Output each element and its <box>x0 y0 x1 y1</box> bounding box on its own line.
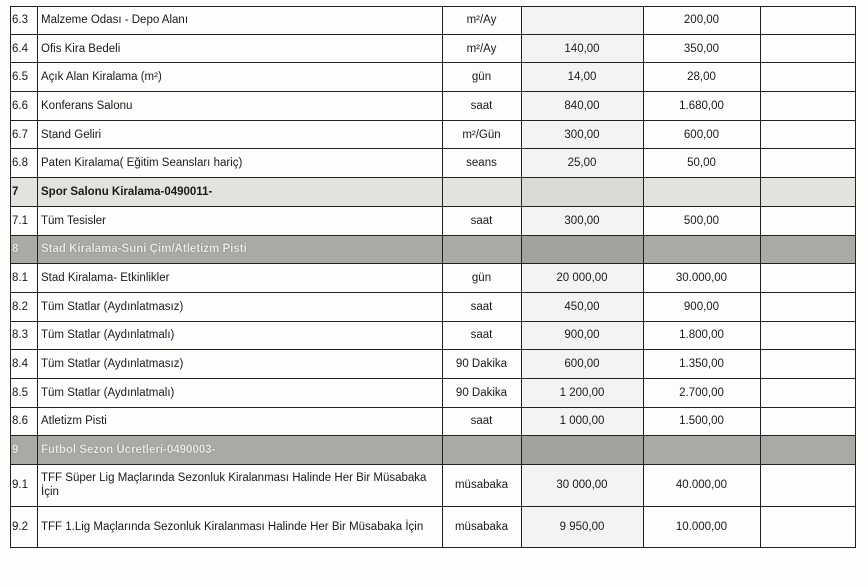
row-extra <box>760 465 855 506</box>
row-price-proposed: 900,00 <box>683 300 720 313</box>
row-unit: müsabaka <box>454 520 509 533</box>
row-number: 6.4 <box>12 42 28 55</box>
column-divider <box>643 6 644 548</box>
table-row <box>10 6 855 35</box>
row-number: 6.7 <box>12 128 28 141</box>
row-description: Açık Alan Kiralama (m²) <box>41 71 162 84</box>
row-description: TFF 1.Lig Maçlarında Sezonluk Kiralanması Halinde Her Bir Müsabaka İçin <box>41 520 424 533</box>
row-number: 6.5 <box>12 71 28 84</box>
row-price-current: 300,00 <box>521 121 643 149</box>
row-unit: saat <box>470 415 493 428</box>
row-unit: gün <box>471 71 492 84</box>
row-price-current: 20 000,00 <box>521 264 643 292</box>
row-price-current: 30 000,00 <box>521 465 643 506</box>
row-price-proposed: 1.800,00 <box>679 329 724 342</box>
row-description: Tüm Statlar (Aydınlatmalı) <box>41 329 175 342</box>
table-row <box>10 207 855 236</box>
row-extra <box>760 379 855 407</box>
row-unit: seans <box>466 157 497 170</box>
row-price-current <box>521 7 643 34</box>
row-price-current: 1 000,00 <box>521 408 643 436</box>
row-description: Ofis Kira Bedeli <box>41 42 121 55</box>
row-unit: saat <box>470 214 493 227</box>
row-extra <box>760 149 855 177</box>
row-extra <box>760 408 855 436</box>
row-extra <box>760 293 855 321</box>
row-extra <box>760 7 855 34</box>
row-price-proposed: 1.500,00 <box>679 415 724 428</box>
column-divider <box>37 6 38 548</box>
row-description: Tüm Statlar (Aydınlatmasız) <box>41 358 184 371</box>
row-number: 9.2 <box>12 520 28 533</box>
row-price-current: 14,00 <box>521 63 643 91</box>
row-extra <box>760 322 855 350</box>
row-price-proposed: 1.350,00 <box>679 358 724 371</box>
table-row <box>10 92 855 121</box>
row-description: Spor Salonu Kiralama-0490011- <box>41 185 213 198</box>
row-price-current: 600,00 <box>521 350 643 378</box>
row-price-proposed: 50,00 <box>687 157 716 170</box>
row-price-current: 450,00 <box>521 293 643 321</box>
row-number: 8.1 <box>12 272 28 285</box>
row-unit: m²/Gün <box>462 128 501 141</box>
table-row <box>10 322 855 351</box>
row-unit: 90 Dakika <box>455 386 508 399</box>
row-description: Tüm Statlar (Aydınlatmasız) <box>41 300 184 313</box>
column-divider <box>760 6 761 548</box>
row-extra <box>760 507 855 548</box>
row-description: Stad Kiralama-Suni Çim/Atletizm Pisti <box>41 243 247 256</box>
fee-table <box>10 6 855 548</box>
row-unit: m²/Ay <box>466 42 497 55</box>
table-row <box>10 121 855 150</box>
row-price-current <box>521 236 643 264</box>
row-price-proposed: 2.700,00 <box>679 386 724 399</box>
row-price-proposed: 40.000,00 <box>675 479 728 492</box>
table-row <box>10 507 855 549</box>
row-unit: müsabaka <box>454 479 509 492</box>
row-price-current: 840,00 <box>521 92 643 120</box>
row-price-proposed: 10.000,00 <box>675 520 728 533</box>
row-number: 8.3 <box>12 329 28 342</box>
row-number: 8.5 <box>12 386 28 399</box>
row-price-proposed: 350,00 <box>683 42 720 55</box>
row-extra <box>760 264 855 292</box>
row-number: 6.6 <box>12 99 28 112</box>
table-row <box>10 63 855 92</box>
row-description: Konferans Salonu <box>41 99 133 112</box>
row-unit: gün <box>471 272 492 285</box>
row-description: Tüm Tesisler <box>41 214 106 227</box>
row-description: Malzeme Odası - Depo Alanı <box>41 14 189 27</box>
row-description: Futbol Sezon Ücretleri-0490003- <box>41 444 216 457</box>
row-price-proposed <box>643 236 760 264</box>
row-unit <box>442 236 521 264</box>
column-divider <box>442 6 443 548</box>
row-unit: saat <box>470 329 493 342</box>
row-price-current: 140,00 <box>521 35 643 63</box>
table-row <box>10 408 855 437</box>
row-description: Tüm Statlar (Aydınlatmalı) <box>41 386 175 399</box>
row-price-current: 900,00 <box>521 322 643 350</box>
row-number: 8.4 <box>12 358 28 371</box>
row-extra <box>760 178 855 206</box>
row-unit: m²/Ay <box>466 14 497 27</box>
table-row <box>10 465 855 507</box>
row-extra <box>760 63 855 91</box>
row-extra <box>760 35 855 63</box>
row-description: Stad Kiralama- Etkinlikler <box>41 272 170 285</box>
table-row <box>10 293 855 322</box>
table-row <box>10 264 855 293</box>
section-row <box>10 436 855 465</box>
row-description: Paten Kiralama( Eğitim Seansları hariç) <box>41 157 243 170</box>
row-number: 7 <box>12 185 19 198</box>
row-price-current: 25,00 <box>521 149 643 177</box>
table-row <box>10 379 855 408</box>
row-unit: 90 Dakika <box>455 358 508 371</box>
row-number: 7.1 <box>12 214 28 227</box>
table-row <box>10 350 855 379</box>
row-description: Stand Geliri <box>41 128 102 141</box>
row-unit <box>442 436 521 464</box>
row-price-current <box>521 178 643 206</box>
row-price-proposed: 30.000,00 <box>675 272 728 285</box>
column-divider <box>10 6 11 548</box>
row-extra <box>760 350 855 378</box>
row-extra <box>760 436 855 464</box>
row-description: Atletizm Pisti <box>41 415 107 428</box>
row-price-current: 1 200,00 <box>521 379 643 407</box>
row-extra <box>760 207 855 235</box>
column-divider <box>855 6 856 548</box>
row-price-current: 300,00 <box>521 207 643 235</box>
table-row <box>10 149 855 178</box>
row-extra <box>760 236 855 264</box>
row-description: TFF Süper Lig Maçlarında Sezonluk Kiralanması Halinde Her Bir Müsabaka İçin <box>41 472 427 499</box>
row-price-proposed: 600,00 <box>683 128 720 141</box>
row-extra <box>760 92 855 120</box>
row-unit <box>442 178 521 206</box>
row-number: 9.1 <box>12 479 28 492</box>
row-number: 6.3 <box>12 14 28 27</box>
row-number: 8.6 <box>12 415 28 428</box>
row-number: 8 <box>12 243 19 256</box>
row-price-proposed: 28,00 <box>687 71 716 84</box>
row-number: 6.8 <box>12 157 28 170</box>
row-price-current: 9 950,00 <box>521 507 643 548</box>
row-number: 8.2 <box>12 300 28 313</box>
section-row <box>10 178 855 207</box>
row-unit: saat <box>470 300 493 313</box>
row-unit: saat <box>470 99 493 112</box>
table-row <box>10 35 855 64</box>
section-row <box>10 236 855 265</box>
row-price-proposed <box>643 178 760 206</box>
row-price-current <box>521 436 643 464</box>
row-price-proposed: 500,00 <box>683 214 720 227</box>
column-divider <box>521 6 522 548</box>
row-number: 9 <box>12 444 19 457</box>
row-price-proposed <box>643 436 760 464</box>
row-extra <box>760 121 855 149</box>
row-price-proposed: 1.680,00 <box>679 99 724 112</box>
row-price-proposed: 200,00 <box>683 14 720 27</box>
